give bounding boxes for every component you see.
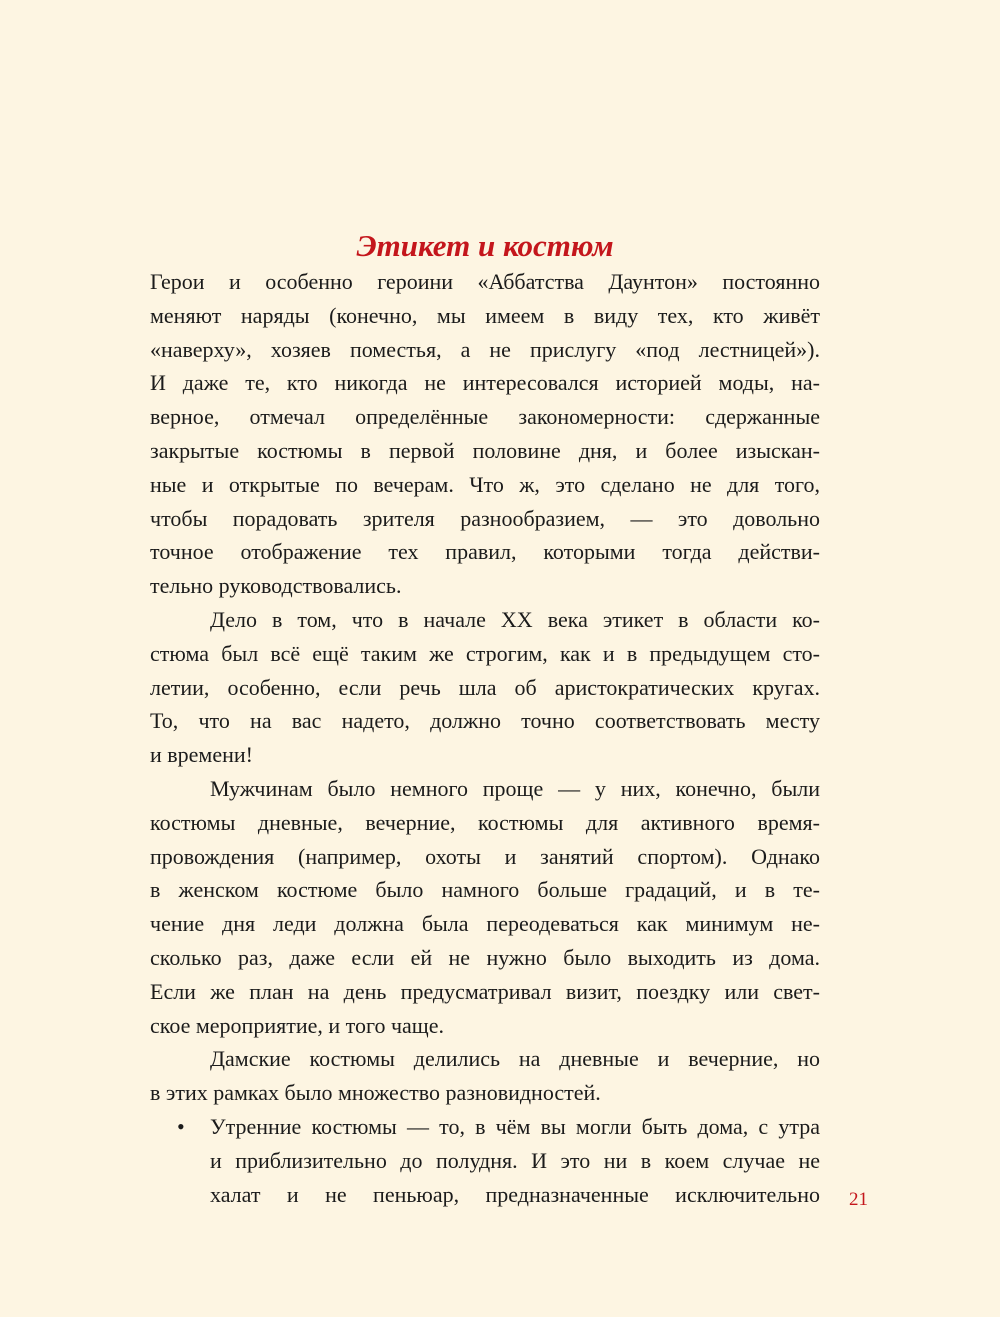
text-line: закрытые костюмы в первой половине дня, и более изыскан- <box>150 437 820 463</box>
page-title: Этикет и костюм <box>356 227 614 263</box>
text-line: точное отображение тех правил, которыми тогда действи- <box>150 539 820 565</box>
text-line: в женском костюме было намного больше градаций, и в те- <box>150 877 820 903</box>
text-line: провождения (например, охоты и занятий спортом). Однако <box>150 843 820 869</box>
text-line: халат и не пеньюар, предназначенные исключительно <box>210 1181 820 1207</box>
bullet-list-item <box>150 1110 820 1211</box>
text-line: меняют наряды (конечно, мы имеем в виду тех, кто живёт <box>150 302 820 328</box>
body-text <box>150 265 820 1211</box>
text-line: Герои и особенно героини «Аббатства Даунтон» постоянно <box>150 269 820 294</box>
text-line: чтобы порадовать зрителя разнообразием, — это довольно <box>150 505 820 531</box>
text-line: Дело в том, что в начале XX века этикет в области ко- <box>210 606 820 632</box>
paragraph <box>150 603 820 772</box>
text-line: И даже те, кто никогда не интересовался историей моды, на- <box>150 370 820 396</box>
text-line: «наверху», хозяев поместья, а не прислугу «под лестницей»). <box>150 336 820 362</box>
paragraph <box>150 1042 820 1110</box>
text-line: в этих рамках было множество разновидностей. <box>150 1080 601 1106</box>
text-line: верное, отмечал определённые закономерности: сдержанные <box>150 404 820 430</box>
text-line: костюмы дневные, вечерние, костюмы для активного время- <box>150 809 820 835</box>
text-line: стюма был всё ещё таким же строгим, как и в предыдущем сто- <box>150 640 820 666</box>
text-line: и приблизительно до полудня. И это ни в коем случае не <box>210 1147 820 1173</box>
text-line: и времени! <box>150 742 253 768</box>
page-number: 21 <box>849 1189 868 1210</box>
bullet-icon: • <box>177 1113 185 1139</box>
text-line: Мужчинам было немного проще — у них, конечно, были <box>210 775 820 801</box>
text-line: сколько раз, даже если ей не нужно было выходить из дома. <box>150 944 820 970</box>
paragraph <box>150 265 820 603</box>
text-line: ское мероприятие, и того чаще. <box>150 1012 444 1038</box>
text-line: Дамские костюмы делились на дневные и вечерние, но <box>210 1046 820 1072</box>
text-line: чение дня леди должна была переодеваться как минимум не- <box>150 911 820 937</box>
text-line: летии, особенно, если речь шла об аристократических кругах. <box>150 674 820 700</box>
text-line: тельно руководствовались. <box>150 573 402 599</box>
text-line: То, что на вас надето, должно точно соответствовать месту <box>150 708 820 734</box>
paragraph <box>150 772 820 1042</box>
text-line: Утренние костюмы — то, в чём вы могли быть дома, с утра <box>210 1113 820 1139</box>
text-line: Если же план на день предусматривал визит, поездку или свет- <box>150 978 820 1004</box>
text-line: ные и открытые по вечерам. Что ж, это сделано не для того, <box>150 471 820 497</box>
